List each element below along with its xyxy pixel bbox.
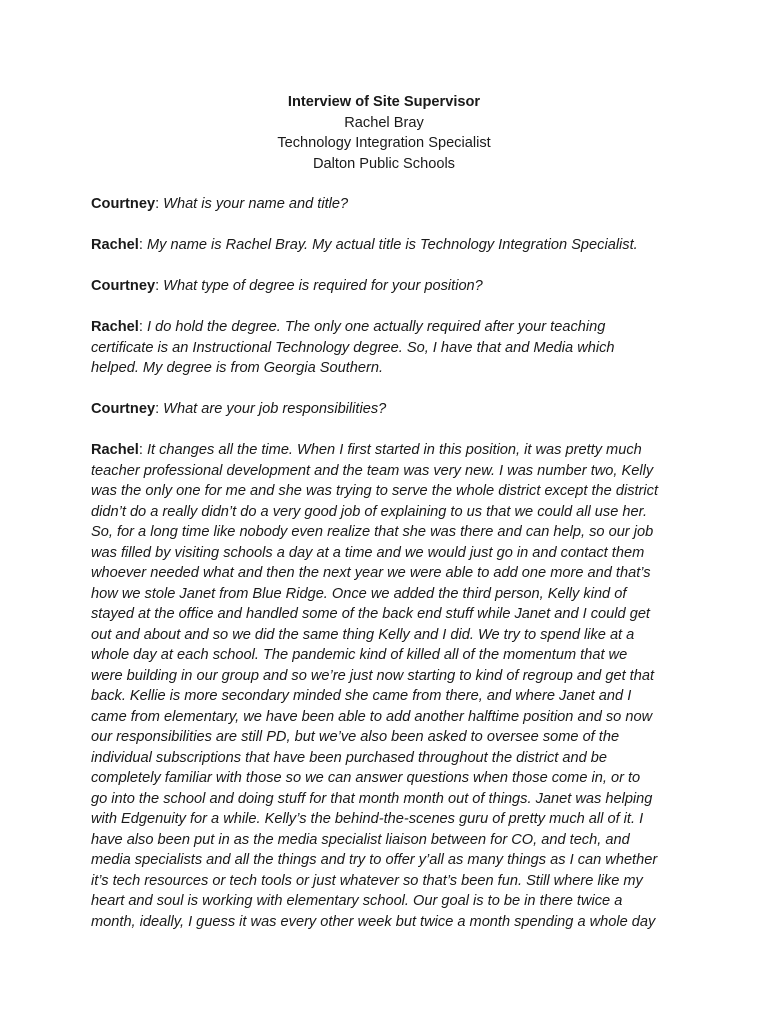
speech-text: I do hold the degree. The only one actually required after your teaching <box>146 319 606 335</box>
dialogue-line <box>91 666 685 687</box>
speech-text: our responsibilities are still PD, but we’ve also been asked to oversee some of the <box>91 729 620 745</box>
dialogue-paragraph <box>91 399 685 420</box>
dialogue-paragraph <box>91 235 685 256</box>
speech-text: So, for a long time like nobody even realize that she was there and can help, so our job <box>91 524 654 540</box>
dialogue-line <box>91 707 685 728</box>
speech-text: back. Kellie is more secondary minded she came from there, and where Janet and I <box>91 688 632 704</box>
speech-text: certificate is an Instructional Technology degree. So, I have that and Media which <box>91 339 615 356</box>
dialogue-line <box>91 850 685 871</box>
interview-header <box>0 92 768 174</box>
speech-text: didn’t do a really didn’t do a very good job of explaining to us that we could all use her. <box>91 503 647 520</box>
dialogue-line <box>91 748 685 769</box>
speech-text: teacher professional development and the team was very new. I was number two, Kelly <box>91 462 654 479</box>
dialogue-line <box>91 830 685 851</box>
speech-text: It changes all the time. When I first started in this position, it was pretty much <box>146 442 642 458</box>
speech-text: have also been put in as the media specialist liaison between for CO, and tech, and <box>91 831 630 848</box>
speech-text: heart and soul is working with elementary school. Our goal is to be in there twice a <box>91 893 623 909</box>
dialogue-line <box>91 461 685 482</box>
interviewee-organization: Dalton Public Schools <box>313 155 455 172</box>
dialogue-line <box>91 604 685 625</box>
dialogue-line <box>91 338 685 359</box>
document-title: Interview of Site Supervisor <box>287 94 481 110</box>
dialogue-line <box>91 625 685 646</box>
speech-text: with Edgenuity for a while. Kelly’s the behind-the-scenes guru of pretty much all of it. I <box>91 811 644 827</box>
dialogue-paragraph <box>91 194 685 215</box>
dialogue-line: Rachel: It changes all the time. When I first started in this position, it was pretty much <box>91 442 642 458</box>
speech-text: stayed at the office and handled some of the back end stuff while Janet and I could get <box>91 606 650 622</box>
speech-text: go into the school and doing stuff for that month month out of things. Janet was helping <box>91 790 653 807</box>
dialogue-line <box>91 522 685 543</box>
dialogue-line <box>91 789 685 810</box>
speech-text: came from elementary, we have been able to add another halftime position and so now <box>91 708 653 725</box>
dialogue-paragraph <box>91 317 685 379</box>
dialogue-line <box>91 645 685 666</box>
dialogue-line <box>91 912 685 933</box>
speaker-name: Rachel <box>91 442 139 458</box>
speech-text: how we stole Janet from Blue Ridge. Once we added the third person, Kelly kind of <box>91 585 627 602</box>
speech-text: What are your job responsibilities? <box>163 401 387 417</box>
speech-text: What is your name and title? <box>163 196 349 212</box>
speaker-name: Courtney <box>91 196 156 212</box>
speech-text: completely familiar with those so we can answer questions when those come in, or to <box>91 770 641 786</box>
dialogue-paragraph <box>91 440 685 932</box>
dialogue-line: Courtney: What is your name and title? <box>91 196 349 212</box>
dialogue-line: Courtney: What type of degree is required for your position? <box>91 278 483 294</box>
speech-text: it’s tech resources or tech tools or just whatever so that’s been fun. Still where like my <box>91 872 643 889</box>
speaker-name: Courtney <box>91 401 156 417</box>
speech-text: were building in our group and so we’re just now starting to kind of regroup and get that <box>91 667 655 684</box>
dialogue-line <box>91 481 685 502</box>
speech-text: out and about and so we did the same thing Kelly and I did. We try to spend like at a <box>91 626 635 643</box>
dialogue-line <box>91 891 685 912</box>
dialogue-line <box>91 768 685 789</box>
dialogue-line <box>91 543 685 564</box>
dialogue-line <box>91 502 685 523</box>
interviewee-position: Technology Integration Specialist <box>277 135 491 151</box>
dialogue-line: Courtney: What are your job responsibilities? <box>91 401 387 417</box>
dialogue-line <box>91 563 685 584</box>
dialogue-line <box>91 809 685 830</box>
speech-text: was filled by visiting schools a day at a time and we would just go in and contact them <box>91 544 645 561</box>
dialogue-line <box>91 686 685 707</box>
dialogue-paragraph <box>91 276 685 297</box>
speaker-name: Rachel <box>91 319 139 335</box>
interviewee-name: Rachel Bray <box>344 114 424 131</box>
interview-transcript <box>91 194 685 953</box>
dialogue-line <box>91 584 685 605</box>
dialogue-line <box>91 871 685 892</box>
dialogue-line <box>91 727 685 748</box>
speech-text: My name is Rachel Bray. My actual title is Technology Integration Specialist. <box>146 237 638 253</box>
speech-text: was the only one for me and she was trying to serve the whole district except the district <box>91 483 658 499</box>
speaker-name: Rachel <box>91 237 139 253</box>
dialogue-line: Rachel: My name is Rachel Bray. My actual title is Technology Integration Specialist. <box>91 237 638 253</box>
speech-text: What type of degree is required for your position? <box>163 278 483 294</box>
dialogue-line <box>91 358 685 379</box>
speech-text: individual subscriptions that have been purchased throughout the district and be <box>91 749 607 766</box>
speaker-name: Courtney <box>91 278 156 294</box>
speech-text: media specialists and all the things and try to offer y’all as many things as I can whether <box>91 852 658 868</box>
speech-text: month, ideally, I guess it was every other week but twice a month spending a whole day <box>91 913 656 930</box>
dialogue-line: Rachel: I do hold the degree. The only one actually required after your teaching <box>91 319 606 335</box>
speech-text: whoever needed what and then the next year we were able to add one more and that’s <box>91 565 651 581</box>
speech-text: whole day at each school. The pandemic kind of killed all of the momentum that we <box>91 647 628 663</box>
speech-text: helped. My degree is from Georgia Southern. <box>91 360 384 376</box>
